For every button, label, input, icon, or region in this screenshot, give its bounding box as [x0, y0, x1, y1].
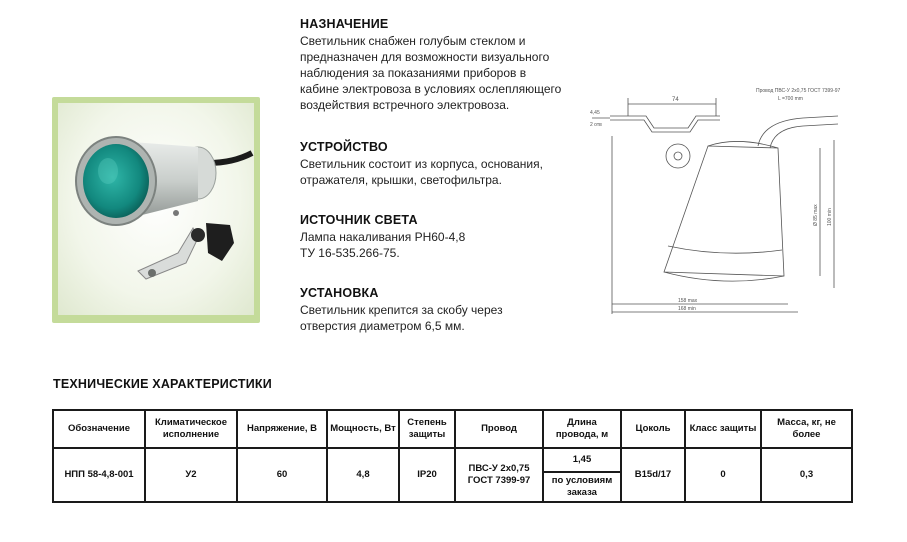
- section-purpose: [300, 17, 600, 113]
- specs-table: [52, 409, 853, 503]
- header-power: Мощность, Вт: [327, 410, 399, 448]
- section-purpose-title: НАЗНАЧЕНИЕ: [300, 17, 389, 31]
- section-construction-title: УСТРОЙСТВО: [300, 140, 388, 154]
- header-climate: Климатическое исполнение: [145, 410, 237, 448]
- header-base: Цоколь: [621, 410, 685, 448]
- section-mounting-text: Светильник крепится за скобу через отверстия диаметром 6,5 мм.: [300, 303, 503, 333]
- cell-mass: 0,3: [761, 448, 852, 502]
- dim-left-top: 4,45: [590, 110, 600, 116]
- header-designation: Обозначение: [53, 410, 145, 448]
- cell-wire-length-1: 1,45: [543, 448, 621, 472]
- dim-width-1: 158 max: [678, 298, 698, 304]
- cell-voltage: 60: [237, 448, 327, 502]
- dim-width-2: 168 min: [678, 306, 696, 312]
- product-photo-frame: [52, 97, 260, 323]
- section-light-source-text: Лампа накаливания РН60-4,8 ТУ 16-535.266-75.: [300, 230, 466, 260]
- cell-protection-class: 0: [685, 448, 761, 502]
- cell-base: B15d/17: [621, 448, 685, 502]
- header-wire: Провод: [455, 410, 543, 448]
- dim-height-2: 100 min: [827, 208, 833, 226]
- section-mounting-title: УСТАНОВКА: [300, 286, 379, 300]
- product-photo: [58, 103, 254, 315]
- dim-left-bottom: 2 отв: [590, 122, 602, 128]
- cell-protection: IP20: [399, 448, 455, 502]
- dim-top: 74: [672, 97, 679, 103]
- table-header-row: [53, 410, 852, 448]
- header-voltage: Напряжение, В: [237, 410, 327, 448]
- dim-height-1: Ø 85 max: [813, 204, 819, 226]
- section-light-source: [300, 213, 600, 261]
- cell-power: 4,8: [327, 448, 399, 502]
- cell-designation: НПП 58-4,8-001: [53, 448, 145, 502]
- cell-wire: ПВС-У 2х0,75 ГОСТ 7399-97: [455, 448, 543, 502]
- cell-climate: У2: [145, 448, 237, 502]
- tech-title: ТЕХНИЧЕСКИЕ ХАРАКТЕРИСТИКИ: [53, 377, 272, 391]
- header-wire-length: Длина провода, м: [543, 410, 621, 448]
- header-mass: Масса, кг, не более: [761, 410, 852, 448]
- section-mounting: [300, 286, 600, 334]
- section-construction-text: Светильник состоит из корпуса, основания, отражателя, крышки, светофильтра.: [300, 157, 543, 187]
- cell-wire-length-2: по условиям заказа: [543, 472, 621, 502]
- section-construction: [300, 140, 600, 188]
- header-protection: Степень защиты: [399, 410, 455, 448]
- table-row: [53, 448, 852, 472]
- header-protection-class: Класс защиты: [685, 410, 761, 448]
- section-light-source-title: ИСТОЧНИК СВЕТА: [300, 213, 418, 227]
- technical-drawing: [588, 76, 858, 316]
- wire-length: L =700 mm: [778, 96, 803, 102]
- section-purpose-text: Светильник снабжен голубым стеклом и предназначен для возможности визуального наблюдения за показаниями приборов в кабине электровоза в условиях ослепляющего воздействия встречного электровоза.: [300, 34, 562, 112]
- wire-label: Провод ПВС-У 2х0,75 ГОСТ 7399-97: [756, 88, 841, 94]
